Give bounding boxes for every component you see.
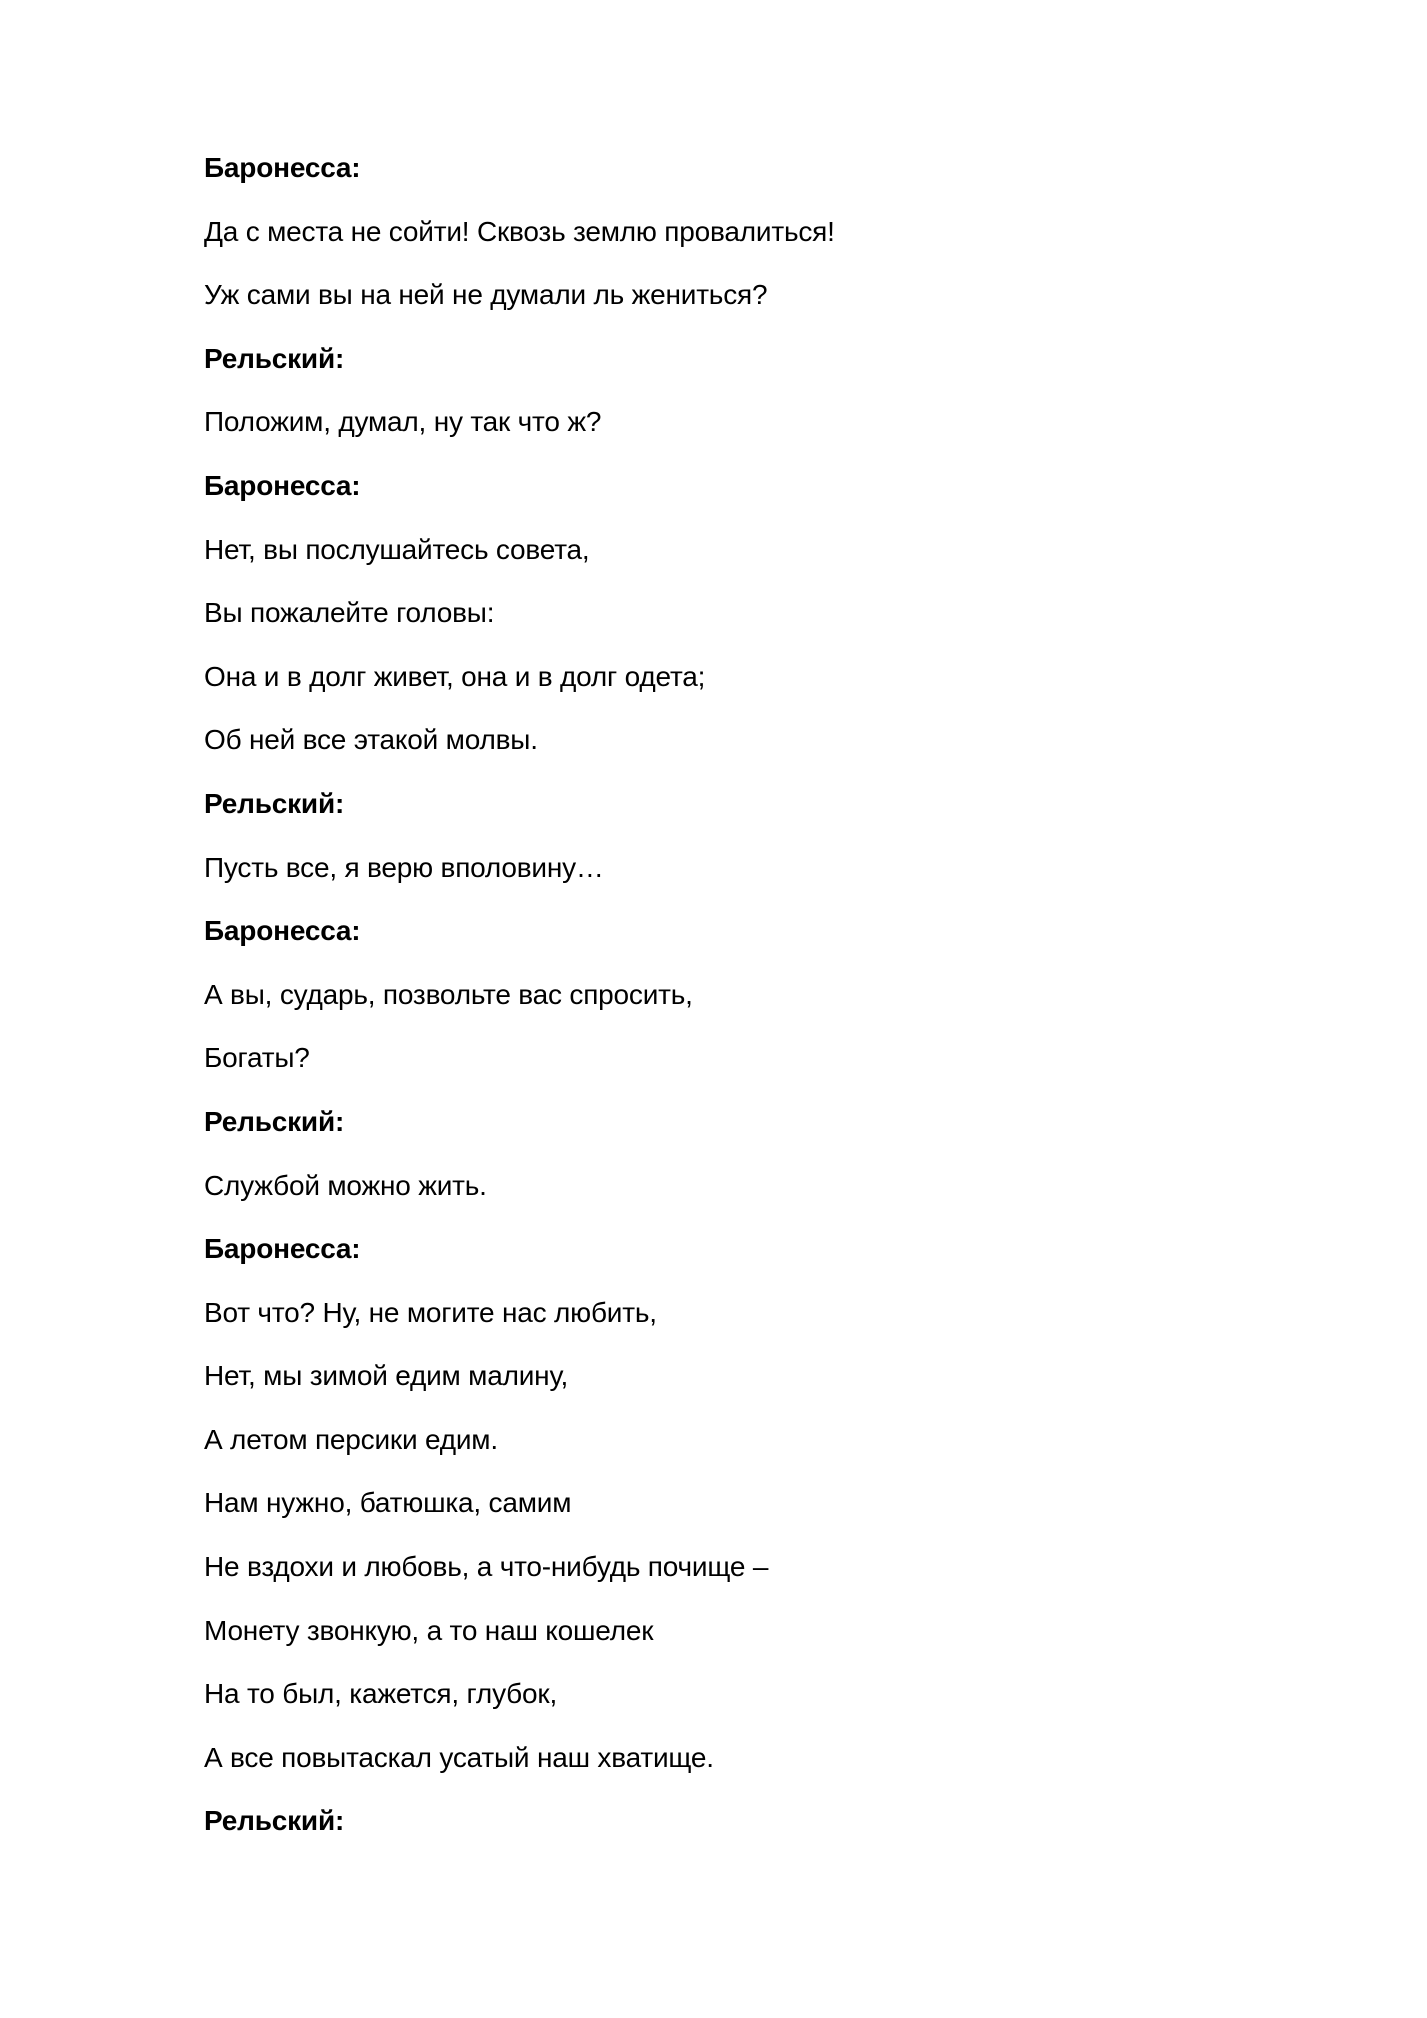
- speaker-label: Рельский:: [204, 787, 345, 819]
- verse-line: Богаты?: [204, 1042, 310, 1074]
- verse-line: На то был, кажется, глубок,: [204, 1678, 558, 1710]
- verse-line: Положим, думал, ну так что ж?: [204, 406, 602, 438]
- verse-line: Вот что? Ну, не могите нас любить,: [204, 1296, 657, 1328]
- verse-line: Нам нужно, батюшка, самим: [204, 1487, 572, 1519]
- verse-line: Уж сами вы на ней не думали ль жениться?: [204, 279, 768, 311]
- play-script: [204, 136, 1304, 1853]
- verse-line: Да с места не сойти! Сквозь землю провалиться!: [204, 215, 835, 247]
- verse-line: Она и в долг живет, она и в долг одета;: [204, 660, 706, 692]
- speaker-label: Баронесса:: [204, 152, 361, 183]
- verse-line: Нет, мы зимой едим малину,: [204, 1360, 569, 1392]
- speaker-label: Рельский:: [204, 1105, 345, 1137]
- verse-line: Об ней все этакой молвы.: [204, 724, 538, 756]
- verse-line: Монету звонкую, а то наш кошелек: [204, 1614, 654, 1646]
- verse-line: А вы, сударь, позвольте вас спросить,: [204, 978, 693, 1010]
- verse-line: Вы пожалейте головы:: [204, 597, 495, 629]
- speaker-label: Баронесса:: [204, 915, 361, 947]
- verse-line: Не вздохи и любовь, а что-нибудь почище –: [204, 1551, 769, 1583]
- verse-line: Службой можно жить.: [204, 1169, 487, 1201]
- speaker-label: Баронесса:: [204, 469, 361, 501]
- verse-line: А летом персики едим.: [204, 1423, 498, 1455]
- speaker-label: Баронесса:: [204, 1233, 361, 1265]
- verse-line: Пусть все, я верю вполовину…: [204, 851, 604, 883]
- verse-line: А все повытаскал усатый наш хватище.: [204, 1741, 714, 1773]
- verse-line: Нет, вы послушайтесь совета,: [204, 533, 590, 565]
- speaker-label: Рельский:: [204, 342, 345, 374]
- speaker-label: Рельский:: [204, 1805, 345, 1837]
